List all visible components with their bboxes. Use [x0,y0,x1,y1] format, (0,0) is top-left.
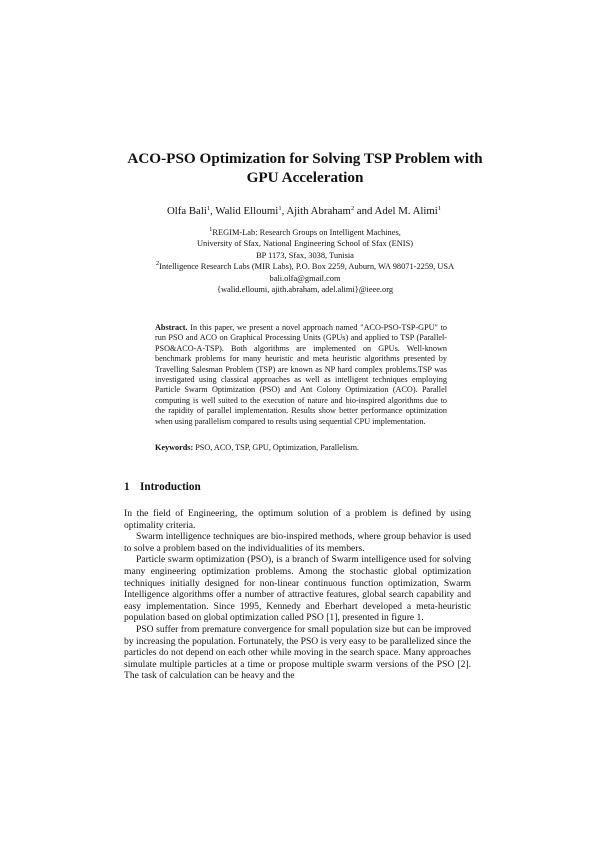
author-separator: and [354,205,375,217]
email-line: bali.olfa@gmail.com [269,273,341,283]
paragraph: Particle swarm optimization (PSO), is a branch of Swarm intelligence used for solving many engineering optimization problems. Among the stochastic global optimization techniques initially designed for non-linear continuous function optimization, Swarm Intelligence algorithms offer a number of attractive features, global search capability and easy implementation. Since 1995, Kennedy and Eberhart developed a meta-heuristic population based on global optimization called PSO [1], presented in figure 1. [124,554,471,624]
section-number: 1 [124,481,130,493]
paper-title [100,149,510,187]
section-heading [124,480,201,494]
paragraph: Swarm intelligence techniques are bio-inspired methods, where group behavior is used to solve a problem based on the individualities of its members. [124,531,471,554]
author-separator: , [281,205,287,217]
affiliation-line: University of Sfax, National Engineering School of Sfax (ENIS) [196,239,414,249]
title-line: GPU Acceleration [246,169,364,186]
keywords-label: Keywords: [155,443,194,452]
section-title: Introduction [140,481,201,493]
title-line: ACO-PSO Optimization for Solving TSP Problem with [127,150,483,167]
affiliations [110,227,500,295]
paragraph: PSO suffer from premature convergence for small population size but can be improved by increasing the population. Fortunately, the PSO is very easy to be parallelized since the particles do not depend on each other while moving in the search space. Many approaches simulate multiple particles at a time or propose multiple swarm versions of the PSO [2]. The task of calculation can be heavy and the [124,623,471,682]
affiliation-mark: 2 [155,260,160,268]
email-line: {walid.elloumi, ajith.abraham, adel.alimi}@ieee.org [216,285,394,295]
author-affiliation-mark: 1 [206,205,211,212]
author-name: Walid Elloumi [215,205,279,217]
affiliation-line: $^2$Intelligence Research Labs (MIR Labs), P.O. Box 2259, Auburn, WA 98071-2259, USA [155,260,455,272]
author-list [80,204,528,218]
paragraph: In the field of Engineering, the optimum solution of a problem is defined by using optimality criteria. [124,508,471,531]
abstract-label: Abstract. [155,323,188,332]
section-body [124,508,471,682]
keywords [155,443,447,453]
author-separator: , [210,205,216,217]
author-affiliation-mark: 1 [278,205,282,212]
abstract [155,323,447,427]
keywords-text: PSO, ACO, TSP, GPU, Optimization, Parallelism. [193,443,360,452]
affiliation-line: BP 1173, Sfax, 3038, Tunisia [256,250,354,260]
abstract-text: In this paper, we present a novel approach named "ACO-PSO-TSP-GPU" to run PSO and ACO on Graphical Processing Units (GPUs) and applied to TSP (Parallel-PSO&ACO-A-TSP). Both algorithms are implemented on GPUs. Well-known benchmark problems for many heuristic and meta heuristic algorithms presented by Travelling Salesman Problem (TSP) are known as NP hard complex problems.TSP was investigated using classical approaches as well as intelligent techniques employing Particle Swarm Optimization (PSO) and Ant Colony Optimization (ACO). Parallel computing is well suited to the execution of nature and bio-inspired algorithms due to the rapidity of parallel implementation. Results show better performance optimization when using parallelism compared to results using sequential CPU implementation. [155,323,447,426]
author-name: Olfa Bali [166,205,207,217]
affiliation-mark: 1 [209,226,213,233]
author-affiliation-mark: 1 [437,205,442,212]
author-affiliation-mark: 2 [350,205,355,212]
affiliation-line: $^1$REGIM-Lab: Research Groups on Intelligent Machines, [209,226,401,237]
author-name: Adel M. Alimi [374,205,438,217]
author-name: Ajith Abraham [286,205,351,217]
